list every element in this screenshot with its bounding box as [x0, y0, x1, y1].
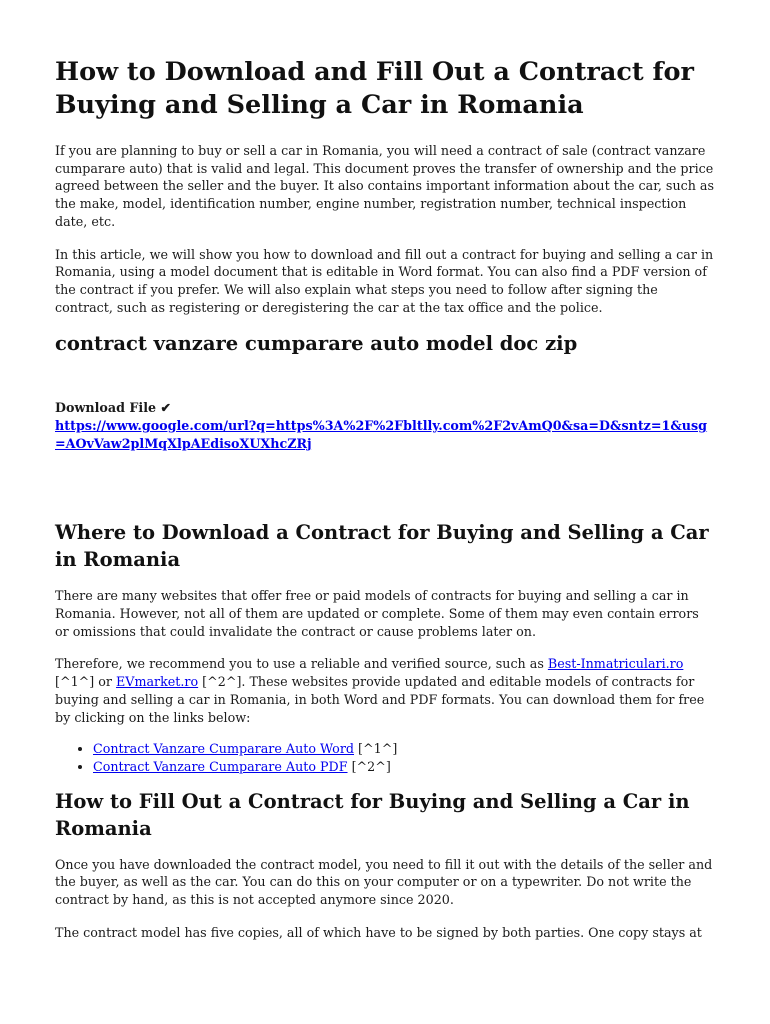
list-item-ref: [^1^] — [354, 741, 398, 757]
where-text-3: [^2^]. These websites provide updated and editable models of contracts for buying and selling a car in Romania, in both Word and PDF formats. You can download them for free by clicking on the links below: — [55, 674, 705, 725]
contract-word-link[interactable]: Contract Vanzare Cumparare Auto Word — [93, 741, 355, 757]
download-link[interactable]: https://www.google.com/url?q=https%3A%2F%2Fbltlly.com%2F2vAmQ0&sa=D&sntz=1&usg=AOvVaw2plMqXlpAEdisoXUXhcZRj — [55, 418, 708, 452]
document-page — [55, 56, 715, 941]
page-title: How to Download and Fill Out a Contract for Buying and Selling a Car in Romania — [55, 57, 694, 120]
download-label: Download File ✔ — [55, 400, 172, 416]
download-block — [55, 399, 715, 453]
fill-paragraph-1: Once you have downloaded the contract model, you need to fill it out with the details of the seller and the buyer, as well as the car. You can do this on your computer or on a typewriter. Do not write the contract by hand, as this is not accepted anymore since 2020. — [55, 856, 713, 908]
fill-paragraph-2: The contract model has five copies, all of which have to be signed by both parties. One copy stays at — [55, 924, 702, 940]
best-inmatriculari-link[interactable]: Best-Inmatriculari.ro — [547, 656, 684, 672]
intro-paragraph-2: In this article, we will show you how to download and fill out a contract for buying and selling a car in Romania, using a model document that is editable in Word format. You can also find a PDF version of the contract if you prefer. We will also explain what steps you need to follow after signing the contract, such as registering or deregistering the car at the tax office and the police. — [55, 246, 714, 315]
list-item — [93, 758, 715, 776]
list-item-ref: [^2^] — [347, 758, 391, 774]
contract-pdf-link[interactable]: Contract Vanzare Cumparare Auto PDF — [93, 758, 348, 774]
where-paragraph-2 — [55, 655, 715, 726]
where-heading: Where to Download a Contract for Buying and Selling a Car in Romania — [55, 521, 709, 572]
fill-heading: How to Fill Out a Contract for Buying and Selling a Car in Romania — [55, 789, 690, 840]
download-links-list — [55, 740, 715, 775]
keyword-heading: contract vanzare cumparare auto model doc zip — [55, 332, 578, 356]
list-item — [93, 740, 715, 758]
where-text-2: [^1^] or — [55, 674, 117, 690]
where-text-1: Therefore, we recommend you to use a reliable and verified source, such as — [55, 656, 548, 672]
where-paragraph-1: There are many websites that offer free or paid models of contracts for buying and selling a car in Romania. However, not all of them are updated or complete. Some of them may even contain errors or omissions that could invalidate the contract or cause problems later on. — [55, 588, 699, 639]
intro-paragraph-1: If you are planning to buy or sell a car in Romania, you will need a contract of sale (contract vanzare cumparare auto) that is valid and legal. This document proves the transfer of ownership and the price agreed between the seller and the buyer. It also contains important information about the car, such as the make, model, identification number, engine number, registration number, technical inspection date, etc. — [55, 143, 715, 229]
evmarket-link[interactable]: EVmarket.ro — [116, 674, 199, 690]
